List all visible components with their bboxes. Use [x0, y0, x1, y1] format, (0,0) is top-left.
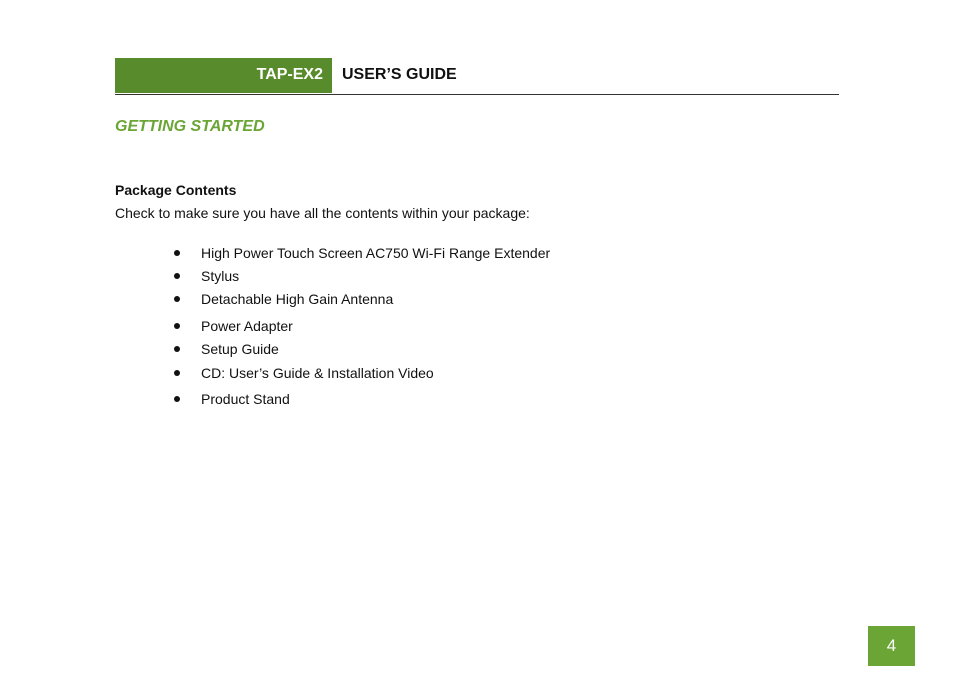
- list-item-text: Setup Guide: [201, 341, 279, 357]
- list-item-text: CD: User’s Guide & Installation Video: [201, 365, 434, 381]
- list-item-text: Power Adapter: [201, 318, 293, 334]
- page-number-badge: [868, 626, 915, 666]
- bullet-icon: [174, 396, 180, 402]
- bullet-icon: [174, 370, 180, 376]
- page-number: 4: [886, 636, 897, 655]
- package-contents-title: Package Contents: [115, 182, 237, 198]
- bullet-icon: [174, 346, 180, 352]
- section-title: GETTING STARTED: [115, 118, 265, 135]
- header-product-name: TAP-EX2: [256, 66, 323, 83]
- list-item-text: Stylus: [201, 268, 240, 284]
- bullet-icon: [174, 250, 180, 256]
- list-item-text: High Power Touch Screen AC750 Wi-Fi Range Extender: [201, 245, 551, 261]
- bullet-icon: [174, 323, 180, 329]
- package-contents-intro: Check to make sure you have all the contents within your package:: [115, 205, 530, 221]
- bullet-icon: [174, 273, 180, 279]
- page-header: [115, 58, 839, 95]
- list-item-text: Product Stand: [201, 391, 290, 407]
- header-guide-title: USER’S GUIDE: [342, 66, 457, 83]
- list-item-text: Detachable High Gain Antenna: [201, 291, 394, 307]
- header-product-block: [115, 58, 332, 93]
- bullet-icon: [174, 296, 180, 302]
